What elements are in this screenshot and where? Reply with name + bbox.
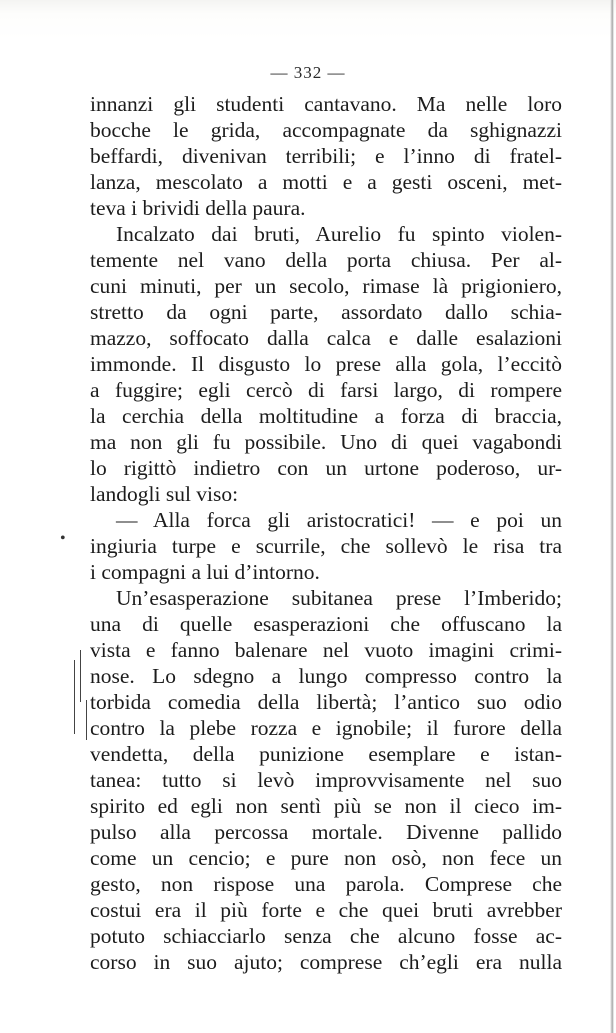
text-line: cuni minuti, per un secolo, rimase là prigioniero, [90, 274, 562, 298]
text-line: vista e fanno balenare nel vuoto imagini crimi- [90, 638, 562, 662]
text-line: torbida comedia della libertà; l’antico suo odio [90, 690, 562, 714]
text-line: potuto schiacciarlo senza che alcuno fosse ac- [90, 924, 562, 948]
text-line: come un cencio; e pure non osò, non fece un [90, 846, 562, 870]
text-line: immonde. Il disgusto lo prese alla gola, l’eccitò [90, 352, 562, 376]
text-line: stretto da ogni parte, assordato dallo schia- [90, 300, 562, 324]
text-line: beffardi, divenivan terribili; e l’inno di fratel- [90, 144, 562, 168]
page-gutter-edge [610, 0, 614, 1033]
text-line: gesto, non rispose una parola. Comprese che [90, 872, 562, 896]
text-line: lanza, mescolato a motti e a gesti osceni, met- [90, 170, 562, 194]
text-line: contro la plebe rozza e ignobile; il furore della [90, 716, 562, 740]
text-line: landogli sul viso: [90, 482, 239, 506]
text-line: Un’esasperazione subitanea prese l’Imberido; [116, 586, 562, 610]
text-line: vendetta, della punizione esemplare e istan- [90, 742, 562, 766]
text-line: ingiuria turpe e scurrile, che sollevò le risa tra [90, 534, 562, 558]
text-line: Incalzato dai bruti, Aurelio fu spinto violen- [116, 222, 562, 246]
page-number: — 332 — [270, 63, 346, 82]
text-line: a fuggire; egli cercò di farsi largo, di rompere [90, 378, 562, 402]
text-line: corso in suo ajuto; comprese ch’egli era nulla [90, 950, 562, 974]
text-line: pulso alla percossa mortale. Divenne pallido [90, 820, 562, 844]
text-line: mazzo, soffocato dalla calca e dalle esalazioni [90, 326, 562, 350]
margin-pencil-mark [80, 650, 81, 702]
text-line: temente nel vano della porta chiusa. Per al- [90, 248, 562, 272]
text-line: teva i brividi della paura. [90, 196, 306, 220]
text-line: i compagni a lui d’intorno. [90, 560, 320, 584]
text-line: ma non gli fu possibile. Uno di quei vagabondi [90, 430, 562, 454]
margin-pencil-mark [74, 660, 75, 734]
text-line: — Alla forca gli aristocratici! — e poi un [116, 508, 562, 532]
text-line: costui era il più forte e che quei bruti avrebber [90, 898, 562, 922]
text-line: nose. Lo sdegno a lungo compresso contro la [90, 664, 562, 688]
text-line: lo rigittò indietro con un urtone poderoso, ur- [90, 456, 562, 480]
text-line: bocche le grida, accompagnate da sghignazzi [90, 118, 562, 142]
margin-bullet-mark: • [60, 530, 66, 547]
text-line: spirito ed egli non sentì più se non il cieco im- [90, 794, 562, 818]
text-line: una di quelle esasperazioni che offuscano la [90, 612, 562, 636]
text-line: tanea: tutto si levò improvvisamente nel suo [90, 768, 562, 792]
margin-pencil-mark [86, 700, 87, 740]
text-line: innanzi gli studenti cantavano. Ma nelle loro [90, 92, 562, 116]
text-line: la cerchia della moltitudine a forza di braccia, [90, 404, 562, 428]
